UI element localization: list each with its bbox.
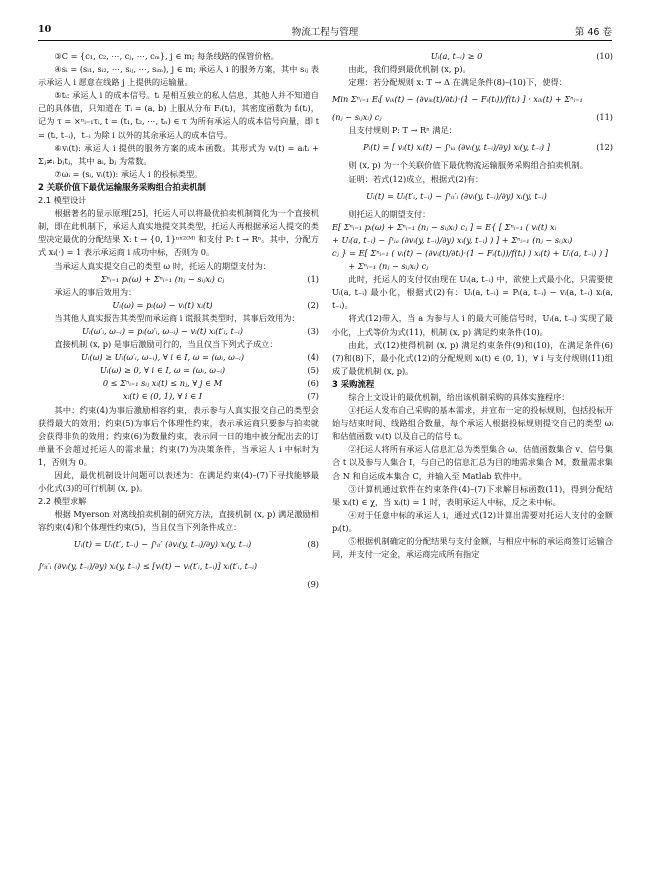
paragraph: 当承运人真实提交自己的类型 ω 时，托运人的期望支付为： [54, 260, 271, 271]
equation-12 [332, 137, 613, 159]
paragraph: 根据 Myerson 对离线拍卖机制的研究方法，直接机制 (x, p) 满足激励相容约束(4)和个体理性约束(5)，当且仅当下列条件成立： [38, 509, 319, 533]
equation-body: Uᵢ(t) = Uᵢ(t′, t₋ᵢ) − ∫ᵗᵢₜ′ (∂vᵢ(y, t₋ᵢ)/∂y) xᵢ(y, t₋ᵢ) [73, 539, 252, 550]
step-2: ②托运人将所有承运人信息汇总为类型集合 ω、估值函数集合 v、信号集合 t 以及参与人集合 I，与自己的信息汇总为目的地需求集合 M，数量需求集合 N 和自运成本集合 C，并输入至 Matlab 软件中。 [332, 444, 613, 481]
paragraph: 由此，式(12)使得机制 (x, p) 满足约束条件(9)和(10)，在满足条件(6)(7)和(8)下，最小化式(12)的分配规则 xᵢ(t) ∈ (0, 1)，∀ i 与支付规则(11)组成了最优机制 (x, p)。 [332, 339, 613, 376]
equation-9 [38, 556, 319, 578]
equation-body: ∫ᵗᵢₜ′ᵢ (∂vᵢ(y, t₋ᵢ)/∂y) xᵢ(y, t₋ᵢ) ≤ [vᵢ(t) − vᵢ(t′ᵢ, t₋ᵢ)] xᵢ(t′ᵢ, t₋ᵢ) [38, 561, 258, 572]
theorem: 定理：若分配规则 x: T → Δ 在满足条件(8)–(10)下，使得： [348, 77, 567, 88]
equation-number: (5) [307, 365, 319, 376]
step-5: ⑤根据机制确定的分配结果与支付金额，与相应中标的承运商签订运输合同，并支付一定金，承运商完成所有指定 [332, 536, 613, 560]
equation-2 [38, 299, 319, 312]
equation-number: (11) [596, 112, 613, 123]
equation-number: (7) [307, 391, 319, 402]
section-2-heading: 2 关联价值下最优运输服务采购组合拍卖机制 [38, 181, 206, 192]
step-1: ①托运人发布自己采购的基本需求，并宣布一定的投标规则，包括投标开始与结束时间、线路组合数量，每个承运人根据投标规则提交自己的类型 ωᵢ 和估值函数 vᵢ(t) 以及自己的信号 tᵢ。 [332, 405, 613, 442]
paragraph: 由此，我们得到最优机制 (x, p)。 [348, 64, 471, 75]
section-2-2-heading: 2.2 模型求解 [38, 496, 87, 507]
paragraph: 当其他人真实报告其类型而承运商 i 谎报其类型时，其事后效用为： [54, 312, 300, 323]
equation-number: (6) [307, 378, 319, 389]
equation-proof [332, 186, 613, 208]
paragraph: 则托运人的期望支付： [348, 208, 431, 219]
equation-number: (8) [307, 539, 319, 550]
equation-7 [38, 390, 319, 403]
equation-number: (4) [307, 352, 319, 363]
equation-3 [38, 325, 319, 338]
equation-11-cont [332, 111, 613, 124]
equation-body: (nⱼ − sᵢⱼxᵢ) cⱼ [332, 112, 382, 123]
paragraph: 此时，托运人的支付仅由现在 Uᵢ(a, t₋ᵢ) 中，欲使上式最小化，只需要使 Uᵢ(a, t₋ᵢ) 最小化，根据式(2)有：Uᵢ(a, t₋ᵢ) = Pᵢ(a, t₋ᵢ) − vᵢ(a, t₋ᵢ) xᵢ(a, t₋ᵢ)。 [332, 274, 613, 311]
derivation-line: + Uᵢ(a, t₋ᵢ) − ∫ᵗᵢₐ (∂vᵢ(y, t₋ᵢ)/∂y) xᵢ(y, t₋ᵢ) ) ] + Σⁿᵢ₌₁ (nⱼ − sᵢⱼxᵢ) [332, 234, 573, 245]
page-header [38, 24, 612, 40]
equation-6 [38, 377, 319, 390]
equation-1 [38, 273, 319, 286]
equation-number: (2) [307, 299, 319, 310]
right-column [332, 50, 613, 561]
item-5: ⑤tᵢ: 承运人 i 的成本信号。tᵢ 是相互独立的私人信息，其他人并不知道自己的具体值，只知道在 Tᵢ = (a, b) 上服从分布 Fᵢ(tᵢ)，其密度函数为 fᵢ(tᵢ)，记为 τ = ×ⁿᵢ₌₁τᵢ, t = (t₁, t₂, ⋯, tₙ) ∈ τ 为所有承运人的成本信号向量，即 t = (tᵢ, t₋ᵢ)，t₋ᵢ 为除 i 以外的其余承运人的成本信号。 [38, 90, 319, 140]
page-number: 10 [38, 24, 52, 35]
equation-number: (9) [307, 579, 319, 590]
equation-number: (3) [307, 325, 319, 336]
paragraph: 直接机制 (x, p) 是事后激励可行的，当且仅当下列式子成立： [54, 339, 278, 350]
journal-title: 物流工程与管理 [291, 27, 359, 38]
equation-4 [38, 351, 319, 364]
item-6: ⑥vᵢ(t): 承运人 i 提供的服务方案的成本函数。其形式为 vᵢ(t) = aᵢtᵢ + Σⱼ≠ᵢ bⱼtⱼ，其中 aᵢ, bⱼ 为常数。 [38, 142, 319, 166]
equation-body: 0 ≤ Σⁿᵢ₌₁ sᵢⱼ xᵢ(t) ≤ nⱼ, ∀ j ∈ M [102, 378, 223, 389]
paragraph: 且支付规则 P: T → Rⁿ 满足： [348, 125, 457, 136]
paragraph: 因此，最优机制设计问题可以表述为：在满足约束(4)–(7)下寻找能够最小化式(3)的可行机制 (x, p)。 [38, 470, 319, 494]
derivation-line: + Σⁿᵢ₌₁ (nⱼ − sᵢⱼxᵢ) cⱼ [348, 261, 429, 272]
item-3: ③C = {c₁, c₂, ⋯, cⱼ, ⋯, cₘ}, j ∈ m; 每条线路的保管价格。 [54, 51, 279, 61]
equation-5 [38, 364, 319, 377]
equation-number: (1) [307, 273, 319, 284]
equation-body: Uᵢ(ω) ≥ 0, ∀ i ∈ I, ω = (ωᵢ, ω₋ᵢ) [99, 365, 226, 376]
equation-body: Uᵢ(ω) ≥ Uᵢ(ω′ᵢ, ω₋ᵢ), ∀ i ∈ I, ω = (ωᵢ, ω₋ᵢ) [80, 352, 245, 363]
paragraph: 承运人的事后效用为： [54, 286, 137, 297]
proof: 证明：若式(12)成立，根据式(2)有： [348, 173, 484, 184]
equation-9-number [38, 578, 319, 591]
step-4: ④对于任意中标的承运人 i，通过式(12)计算出需要对托运人支付的金额 pᵢ(t)。 [332, 509, 613, 533]
paragraph: 根据著名的显示原理[25]，托运人可以将最优拍卖机制简化为一个直接机制，即在此机制下，承运人真实地提交其类型，托运人再根据承运人提交的类型决定最优的分配结果 X: t → {0, 1}ⁿˣ²⁽ᴹ⁾ 和支付 P: t → Rⁿ。其中，分配方式 xᵢ(·) = 1 表示承运商 i 成功中标，否则为 0。 [38, 208, 319, 258]
equation-body: Uᵢ(a, t₋ᵢ) ≥ 0 [430, 51, 483, 61]
paragraph: 则 (x, p) 为一个关联价值下最优物流运输服务采购组合拍卖机制。 [348, 160, 588, 171]
section-3-heading: 3 采购流程 [332, 378, 375, 389]
header-rule [38, 40, 612, 41]
equation-body: Uᵢ(ω′ᵢ, ω₋ᵢ) = pᵢ(ω′ᵢ, ω₋ᵢ) − vᵢ(t) xᵢ(t′ᵢ, t₋ᵢ) [82, 325, 243, 336]
left-column [38, 50, 319, 592]
equation-body: Uᵢ(ω) = pᵢ(ω) − vᵢ(t) xᵢ(t) [112, 299, 213, 310]
derivation-line: cⱼ } = E[ Σⁿᵢ₌₁ ( vᵢ(t) − (∂vᵢ(t)/∂tᵢ)·(1 − Fᵢ(tᵢ))/f(tᵢ) ) xᵢ(t) + Uᵢ(a, t₋ᵢ) ) ] [332, 247, 608, 258]
equation-number: (10) [596, 51, 613, 61]
section-2-1-heading: 2.1 模型设计 [38, 195, 87, 206]
equation-8 [38, 534, 319, 556]
equation-body: Min Σⁿᵢ₌₁ Eᵢ[ vᵢₖ(t) − (∂vᵢₖ(t)/∂tᵢ)·(1 − Fᵢ(tᵢ))/f(tᵢ) ] · xᵢₖ(t) + Σⁿᵢ₌₁ [332, 94, 583, 105]
item-7: ⑦ωᵢ = (sᵢ, vᵢ(t)): 承运人 i 的投标类型。 [54, 168, 203, 179]
equation-number: (12) [596, 142, 613, 153]
derivation-line: E[ Σⁿᵢ₌₁ pᵢ(ω) + Σⁿᵢ₌₁ (nⱼ − sᵢⱼxᵢ) cⱼ ] = E{ [ Σⁿᵢ₌₁ ( vᵢ(t) xᵢ [332, 221, 557, 232]
equation-body: xᵢ(t) ∈ (0, 1), ∀ i ∈ I [122, 391, 203, 402]
volume-label: 第 46 卷 [574, 27, 612, 38]
equation-body: Σⁿᵢ₌₁ pᵢ(ω) + Σⁿᵢ₌₁ (nⱼ − sᵢⱼxᵢ) cⱼ [100, 273, 225, 284]
equation-10 [332, 50, 613, 63]
item-4: ④sᵢ = (sᵢ₁, sᵢ₂, ⋯, sᵢⱼ, ⋯, sᵢₘ), j ∈ m; 承运人 i 的服务方案，其中 sᵢⱼ 表示承运人 i 愿意在线路 j 上提供的运输量。 [38, 64, 319, 88]
step-3: ③计算机通过软件在约束条件(4)–(7)下求解目标函数(11)，得到分配结果 xᵢ(t) ∈ χ，当 xᵢ(t) = 1 时，表明承运人中标，反之未中标。 [332, 483, 613, 507]
paragraph: 其中：约束(4)为事后激励相容约束，表示参与人真实报交自己的类型会获得最大的效用；约束(5)为事后个体理性约束，表示承运商只要参与拍卖就会获得非负的效用；约束(6)为数量约束，表示同一日的地中被分配出去的订单量不会超过托运人的需求量；约束(7)为决策条件，当承运人 i 中标时为 1，否则为 0。 [38, 404, 319, 467]
equation-body: Uᵢ(t) = Uᵢ(t′ᵢ, t₋ᵢ) − ∫ᵗᵢₜ′ᵢ (∂vᵢ(y, t₋ᵢ)/∂y) xᵢ(y, t₋ᵢ) [366, 190, 547, 201]
equation-body: Pᵢ(t) = [ vᵢ(t) xᵢ(t) − ∫ᵗᵢₐ (∂vᵢ(y, t₋ᵢ)/∂y) xᵢ(y, t₋ᵢ) ] [363, 142, 550, 153]
paragraph: 将式(12)带入，当 a 为参与人 i 的最大可能信号时，Uᵢ(a, t₋ᵢ) 实现了最小化，上式等价为式(11)，机制 (x, p) 满足约束条件(10)。 [332, 313, 613, 337]
paragraph: 综合上文设计的最优机制，给出该机制采购的具体实施程序： [348, 391, 570, 402]
equation-11 [332, 89, 613, 111]
